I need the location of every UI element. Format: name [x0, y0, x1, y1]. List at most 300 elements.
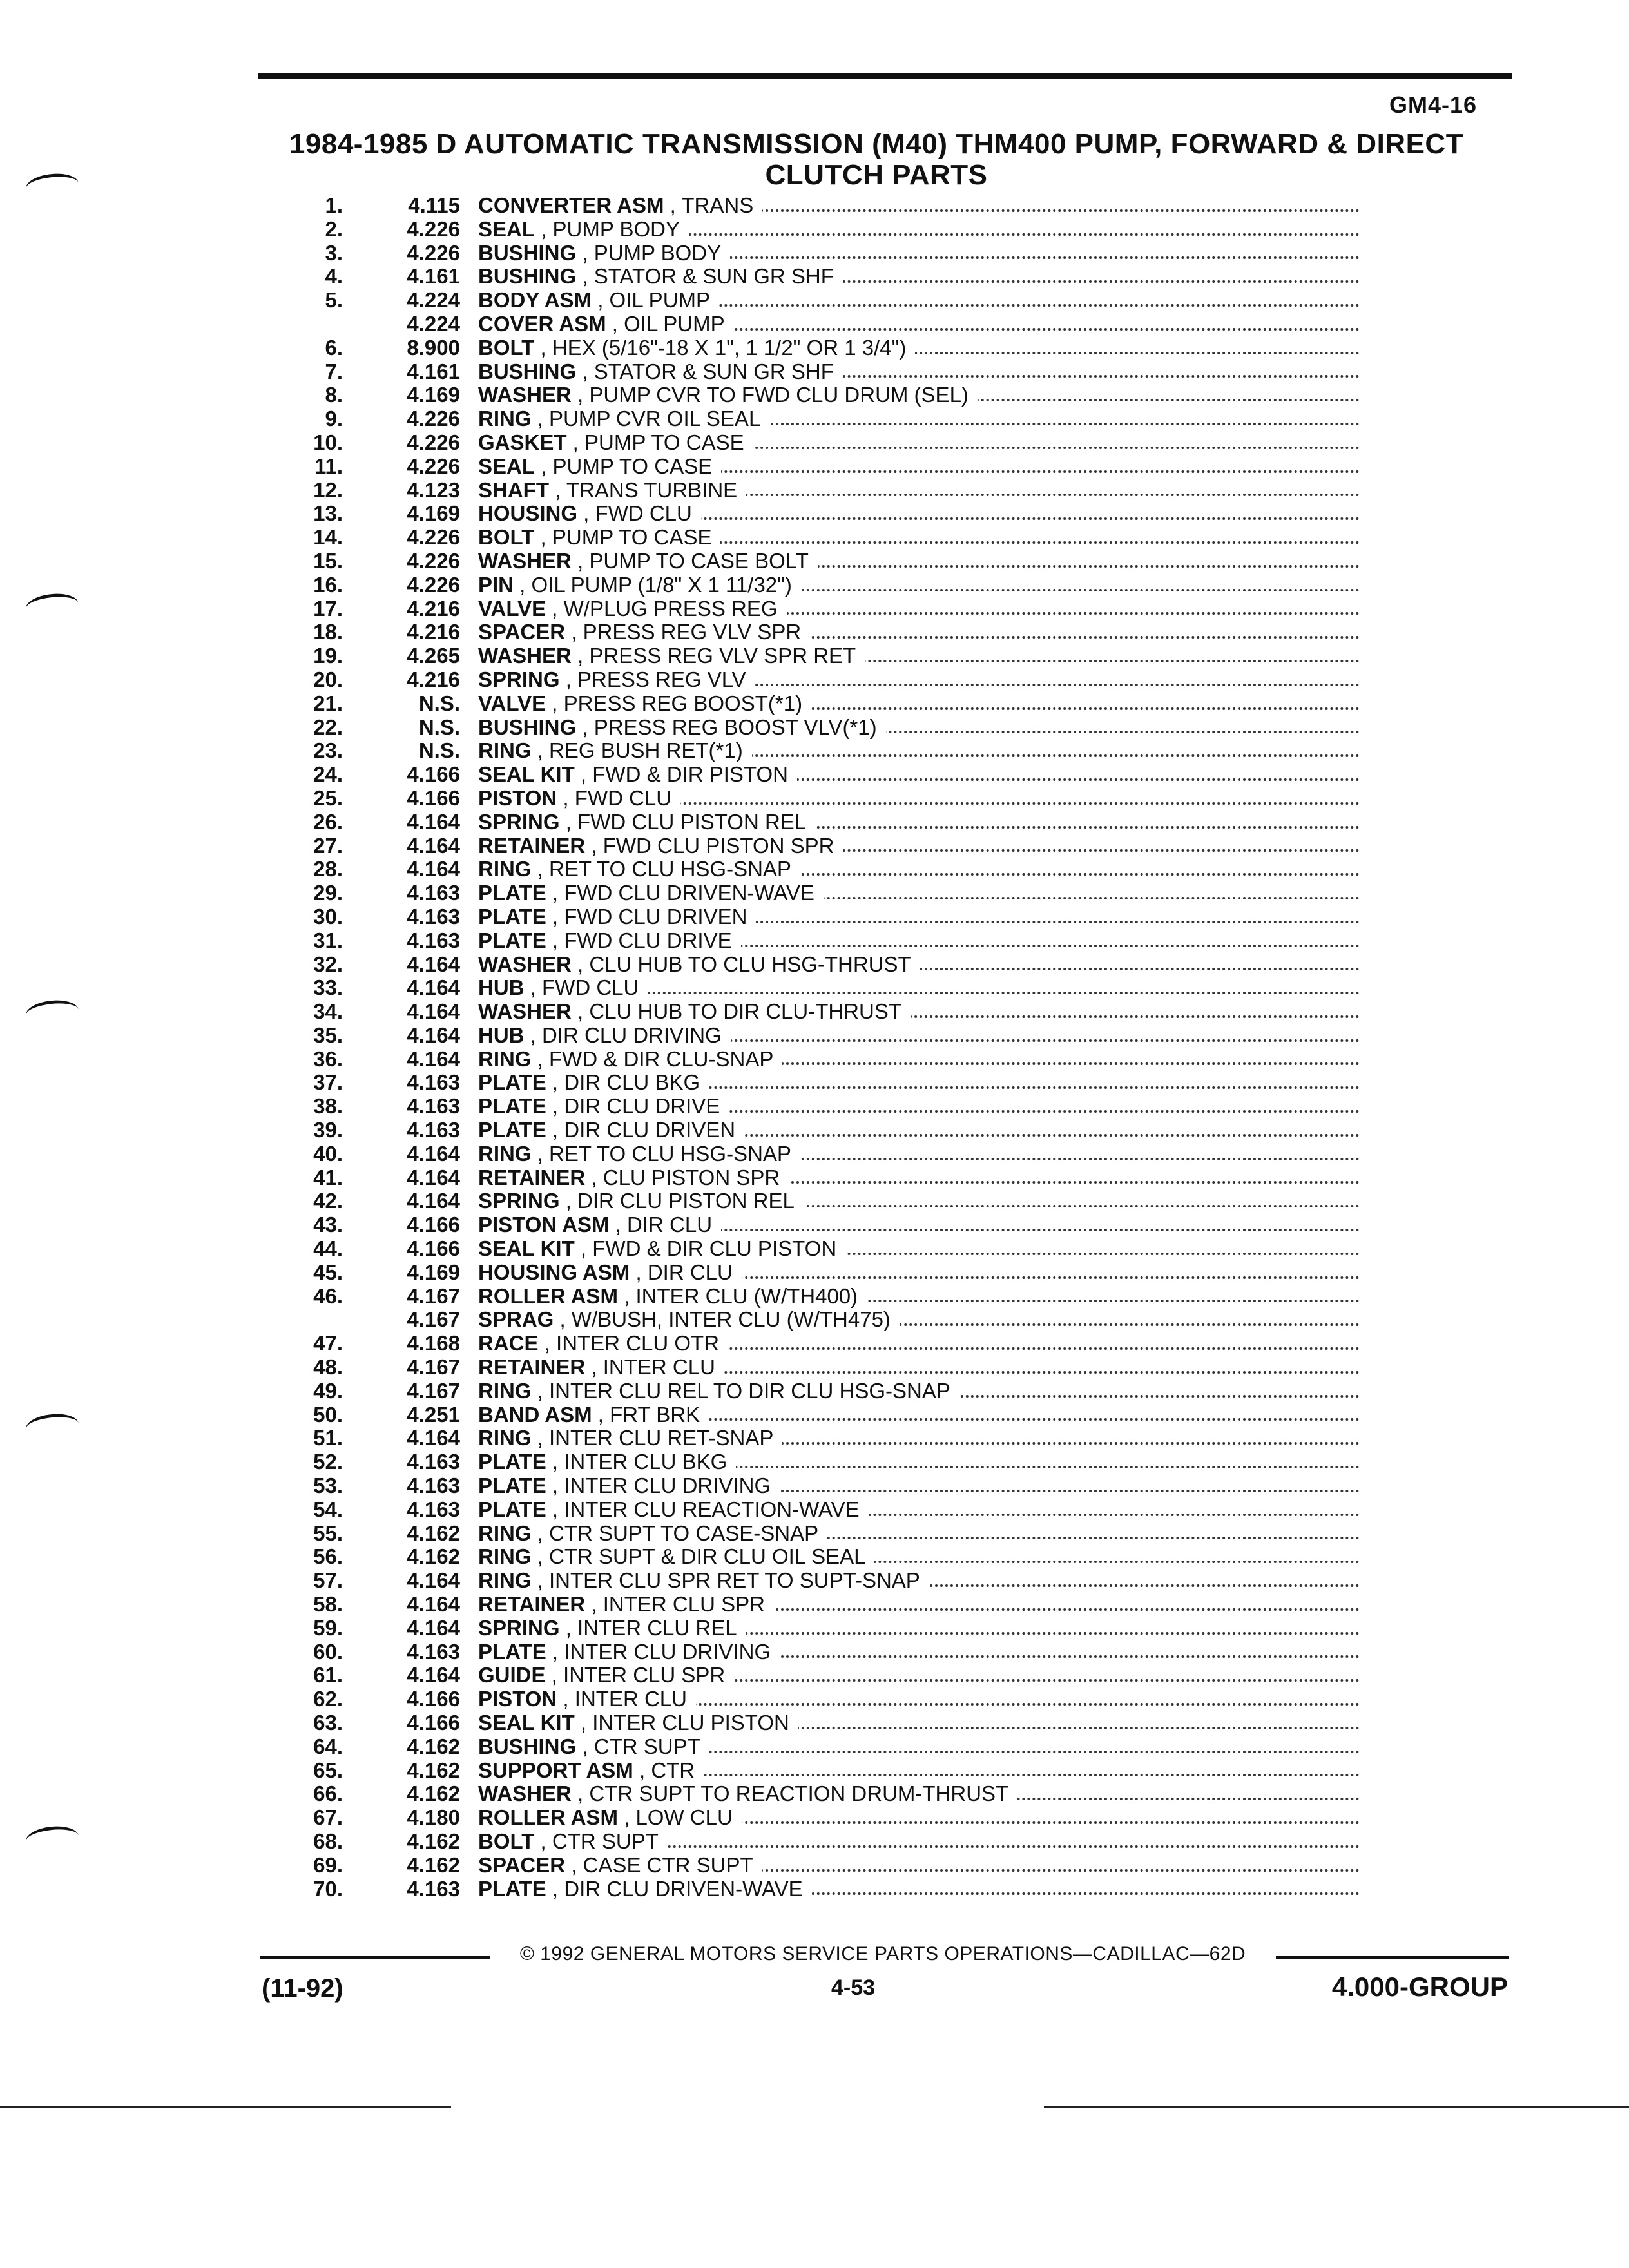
parts-row — [258, 1024, 1360, 1048]
description-text — [478, 1095, 729, 1118]
part-detail: PUMP BODY — [552, 217, 680, 241]
part-name: PLATE — [478, 881, 546, 905]
group-number: 4.166 — [407, 1687, 460, 1711]
separator: , — [535, 454, 553, 478]
parts-row — [258, 905, 1360, 929]
group-number: 4.216 — [407, 667, 460, 691]
group-number: 4.162 — [407, 1734, 460, 1758]
separator: , — [546, 881, 564, 905]
parts-row — [258, 716, 1360, 740]
item-number: 15. — [313, 548, 343, 573]
separator: , — [633, 1758, 651, 1782]
separator: , — [531, 858, 550, 881]
part-name: BUSHING — [478, 265, 577, 289]
separator: , — [535, 217, 553, 241]
part-description — [478, 1000, 1360, 1024]
description-text — [478, 526, 720, 549]
part-detail: DIR CLU — [627, 1213, 713, 1237]
group-number: 4.161 — [407, 359, 460, 383]
item-number: 46. — [313, 1283, 343, 1308]
group-number: 4.167 — [407, 1378, 460, 1403]
part-name: BUSHING — [478, 715, 577, 739]
part-name: SEAL — [478, 217, 535, 241]
item-number: 12. — [313, 477, 343, 502]
part-name: SPRAG — [478, 1308, 554, 1332]
description-text — [478, 1759, 704, 1782]
parts-row — [258, 1474, 1360, 1498]
item-number: 59. — [313, 1615, 343, 1640]
parts-row — [258, 1545, 1360, 1569]
separator: , — [534, 526, 552, 550]
item-number: 38. — [313, 1094, 343, 1119]
part-name: WASHER — [478, 952, 572, 976]
description-text — [478, 1711, 798, 1735]
group-number: 4.226 — [407, 407, 460, 431]
separator: , — [574, 1237, 593, 1261]
part-name: BODY ASM — [478, 289, 592, 312]
part-description — [478, 1285, 1360, 1309]
group-number: 4.167 — [407, 1355, 460, 1379]
item-number: 57. — [313, 1568, 343, 1593]
group-number: 4.226 — [407, 240, 460, 265]
item-number: 24. — [313, 762, 343, 787]
part-name: ROLLER ASM — [478, 1806, 618, 1830]
page-code: GM4-16 — [1389, 91, 1477, 118]
part-detail: INTER CLU — [602, 1356, 715, 1379]
description-text — [478, 644, 865, 668]
part-description — [478, 597, 1360, 621]
group-number: 4.167 — [407, 1283, 460, 1308]
parts-row — [258, 573, 1360, 597]
part-detail: OIL PUMP (1/8" X 1 11/32") — [531, 573, 792, 597]
item-number: 67. — [313, 1805, 343, 1830]
part-detail: INTER CLU OTR — [556, 1332, 720, 1356]
description-text — [478, 455, 721, 478]
group-number: 4.163 — [407, 1118, 460, 1142]
item-number: 34. — [313, 999, 343, 1024]
description-text — [478, 431, 753, 454]
group-number: 4.164 — [407, 1426, 460, 1450]
part-detail: CTR SUPT — [593, 1735, 700, 1758]
part-name: PISTON — [478, 786, 557, 810]
part-detail: FWD CLU DRIVEN — [564, 905, 747, 928]
separator: , — [531, 1569, 550, 1593]
description-text — [478, 1356, 724, 1379]
part-description — [478, 550, 1360, 573]
separator: , — [524, 976, 543, 1000]
part-detail: DIR CLU DRIVEN-WAVE — [564, 1877, 803, 1901]
item-number: 13. — [313, 501, 343, 526]
separator: , — [531, 1142, 550, 1166]
parts-row — [258, 1261, 1360, 1285]
separator: , — [585, 1166, 603, 1189]
part-detail: W/PLUG PRESS REG — [563, 597, 778, 620]
part-name: RETAINER — [478, 1356, 586, 1379]
part-detail: PUMP TO CASE — [552, 454, 713, 478]
item-number: 7. — [325, 359, 343, 383]
item-number: 26. — [313, 809, 343, 834]
description-text — [478, 479, 746, 502]
item-number: 6. — [325, 335, 343, 360]
description-text — [478, 1830, 668, 1853]
separator: , — [546, 1119, 564, 1142]
separator: , — [514, 573, 532, 597]
part-description — [478, 811, 1360, 834]
part-description — [478, 763, 1360, 787]
description-text — [478, 1403, 709, 1427]
part-description — [478, 1095, 1360, 1119]
separator: , — [546, 1474, 564, 1498]
separator: , — [571, 1000, 590, 1024]
parts-row — [258, 1048, 1360, 1072]
description-text — [478, 573, 801, 597]
description-text — [478, 811, 815, 834]
separator: , — [534, 1829, 552, 1853]
separator: , — [664, 194, 682, 217]
part-name: RETAINER — [478, 834, 586, 858]
item-number: 35. — [313, 1023, 343, 1047]
part-description — [478, 834, 1360, 858]
separator: , — [546, 905, 564, 928]
item-number: 65. — [313, 1758, 343, 1782]
description-text — [478, 1687, 696, 1711]
description-text — [478, 289, 719, 312]
part-description — [478, 1593, 1360, 1617]
part-name: PLATE — [478, 1474, 546, 1498]
part-description — [478, 1450, 1360, 1474]
part-name: WASHER — [478, 1782, 572, 1806]
separator: , — [546, 597, 564, 620]
group-number: 4.164 — [407, 833, 460, 858]
group-number: 4.166 — [407, 785, 460, 810]
part-description — [478, 1640, 1360, 1664]
bottom-edge-line — [0, 2106, 451, 2108]
part-detail: CTR — [651, 1758, 695, 1782]
parts-row — [258, 692, 1360, 716]
part-description — [478, 1498, 1360, 1522]
description-text — [478, 1308, 900, 1331]
part-detail: INTER CLU SPR RET TO SUPT-SNAP — [549, 1569, 920, 1593]
separator: , — [531, 1047, 550, 1071]
part-detail: INTER CLU PISTON — [592, 1711, 789, 1735]
parts-row — [258, 1237, 1360, 1261]
parts-row — [258, 1142, 1360, 1166]
group-number: 4.164 — [407, 1023, 460, 1047]
group-number: 4.216 — [407, 596, 460, 620]
group-number: 4.163 — [407, 928, 460, 952]
description-text — [478, 1166, 789, 1189]
part-detail: REG BUSH RET(*1) — [549, 739, 743, 763]
separator: , — [546, 1640, 564, 1664]
description-text — [478, 194, 762, 217]
description-text — [478, 383, 978, 407]
item-number: 49. — [313, 1378, 343, 1403]
parts-row — [258, 763, 1360, 787]
description-text — [478, 787, 680, 810]
parts-row — [258, 360, 1360, 384]
separator: , — [565, 1853, 583, 1877]
item-number: 25. — [313, 785, 343, 810]
part-description — [478, 644, 1360, 668]
separator: , — [546, 1071, 564, 1095]
parts-row — [258, 1664, 1360, 1687]
item-number: 54. — [313, 1497, 343, 1521]
group-number: 4.166 — [407, 1236, 460, 1261]
parts-row — [258, 1285, 1360, 1309]
footer-rule-right — [1276, 1956, 1509, 1959]
item-number: 5. — [325, 288, 343, 312]
part-detail: CTR SUPT TO REACTION DRUM-THRUST — [589, 1782, 1009, 1806]
separator: , — [559, 1189, 578, 1213]
description-text — [478, 1522, 827, 1545]
description-text — [478, 597, 787, 620]
parts-row — [258, 1593, 1360, 1617]
part-description — [478, 953, 1360, 977]
part-description — [478, 1024, 1360, 1048]
item-number: 22. — [313, 715, 343, 739]
part-description — [478, 1545, 1360, 1569]
parts-row — [258, 929, 1360, 953]
part-name: SPRING — [478, 1616, 560, 1640]
part-name: WASHER — [478, 644, 572, 668]
part-description — [478, 479, 1360, 503]
part-detail: PUMP BODY — [593, 241, 722, 265]
part-description — [478, 336, 1360, 360]
item-number: 66. — [313, 1782, 343, 1806]
part-detail: FWD CLU — [595, 502, 692, 526]
part-description — [478, 1213, 1360, 1237]
description-text — [478, 242, 730, 265]
part-detail: CTR SUPT & DIR CLU OIL SEAL — [549, 1545, 866, 1569]
part-detail: CTR SUPT TO CASE-SNAP — [549, 1521, 819, 1545]
group-number: 4.163 — [407, 1639, 460, 1664]
parts-row — [258, 620, 1360, 644]
parts-row — [258, 1427, 1360, 1450]
part-name: BUSHING — [478, 360, 577, 383]
parts-row — [258, 312, 1360, 336]
group-number: 4.164 — [407, 1592, 460, 1617]
description-text — [478, 1119, 744, 1142]
part-description — [478, 1356, 1360, 1379]
part-description — [478, 739, 1360, 763]
item-number: 27. — [313, 833, 343, 858]
part-name: RING — [478, 1427, 532, 1450]
parts-row — [258, 265, 1360, 289]
item-number: 3. — [325, 240, 343, 265]
part-name: SHAFT — [478, 478, 549, 502]
separator: , — [549, 478, 566, 502]
part-detail: FWD & DIR PISTON — [592, 763, 789, 787]
group-number: 4.163 — [407, 1876, 460, 1901]
part-description — [478, 573, 1360, 597]
group-number: 4.163 — [407, 1497, 460, 1521]
group-number: 4.180 — [407, 1805, 460, 1830]
group-number: 4.168 — [407, 1331, 460, 1356]
part-detail: CLU HUB TO CLU HSG-THRUST — [589, 952, 911, 976]
item-number: 28. — [313, 857, 343, 881]
description-text — [478, 1545, 874, 1568]
part-name: RING — [478, 1569, 532, 1593]
part-name: HUB — [478, 1023, 525, 1047]
item-number: 69. — [313, 1852, 343, 1877]
part-name: PLATE — [478, 928, 546, 952]
part-description — [478, 1403, 1360, 1427]
group-number: 4.163 — [407, 1450, 460, 1474]
item-number: 44. — [313, 1236, 343, 1261]
separator: , — [546, 1095, 564, 1119]
part-detail: RET TO CLU HSG-SNAP — [549, 858, 791, 881]
part-detail: PRESS REG BOOST(*1) — [563, 691, 803, 715]
item-number: 4. — [325, 264, 343, 289]
group-number: 4.163 — [407, 1070, 460, 1095]
group-number: 4.162 — [407, 1544, 460, 1569]
description-text — [478, 716, 886, 739]
group-number: 4.164 — [407, 999, 460, 1024]
group-number: N.S. — [418, 715, 460, 739]
separator: , — [576, 265, 594, 289]
part-detail: INTER CLU REACTION-WAVE — [564, 1497, 860, 1521]
group-number: 4.224 — [407, 311, 460, 336]
part-detail: FRT BRK — [610, 1403, 700, 1427]
part-description — [478, 929, 1360, 953]
part-description — [478, 1119, 1360, 1142]
parts-row — [258, 1522, 1360, 1546]
part-name: PLATE — [478, 1071, 546, 1095]
part-detail: CLU HUB TO DIR CLU-THRUST — [589, 1000, 902, 1024]
part-name: PLATE — [478, 1119, 546, 1142]
group-number: 4.226 — [407, 430, 460, 454]
part-description — [478, 383, 1360, 407]
group-number: 4.115 — [408, 193, 460, 217]
part-description — [478, 620, 1360, 644]
description-text — [478, 1285, 867, 1308]
group-label: 4.000-GROUP — [1331, 1972, 1508, 2002]
description-text — [478, 1379, 959, 1403]
parts-row — [258, 834, 1360, 858]
part-name: WASHER — [478, 549, 572, 573]
separator: , — [524, 1023, 543, 1047]
description-text — [478, 1048, 782, 1071]
group-number: 4.226 — [407, 548, 460, 573]
bottom-edge-line — [1044, 2106, 1629, 2108]
part-description — [478, 787, 1360, 811]
part-name: RETAINER — [478, 1166, 586, 1189]
part-detail: PRESS REG VLV SPR — [583, 620, 802, 644]
part-description — [478, 1427, 1360, 1450]
item-number: 68. — [313, 1829, 343, 1853]
part-name: PLATE — [478, 1450, 546, 1474]
parts-row — [258, 1213, 1360, 1237]
separator: , — [546, 1877, 564, 1901]
group-number: 4.265 — [407, 644, 460, 668]
part-detail: RET TO CLU HSG-SNAP — [549, 1142, 791, 1166]
part-name: CONVERTER ASM — [478, 194, 664, 217]
group-number: 4.226 — [407, 525, 460, 550]
part-description — [478, 407, 1360, 431]
item-number: 32. — [313, 952, 343, 976]
part-name: HOUSING ASM — [478, 1260, 630, 1284]
separator: , — [559, 1616, 578, 1640]
parts-list — [258, 194, 1360, 1901]
description-text — [478, 1854, 762, 1877]
part-description — [478, 526, 1360, 550]
part-description — [478, 1878, 1360, 1901]
parts-row — [258, 953, 1360, 977]
binder-hole-mark — [24, 591, 79, 620]
group-number: 4.123 — [407, 477, 460, 502]
part-detail: INTER CLU BKG — [564, 1450, 728, 1474]
part-name: RING — [478, 858, 532, 881]
page-title — [245, 129, 1508, 191]
description-text — [478, 1142, 800, 1166]
group-number: 4.161 — [407, 264, 460, 289]
group-number: 4.163 — [407, 904, 460, 928]
part-name: SPACER — [478, 1853, 566, 1877]
separator: , — [554, 1308, 572, 1332]
separator: , — [592, 289, 610, 312]
parts-row — [258, 526, 1360, 550]
parts-row — [258, 1000, 1360, 1024]
parts-row — [258, 1332, 1360, 1356]
parts-row — [258, 1617, 1360, 1640]
part-description — [478, 1617, 1360, 1640]
parts-row — [258, 668, 1360, 692]
parts-row — [258, 787, 1360, 811]
separator: , — [576, 241, 594, 265]
part-name: SPRING — [478, 668, 560, 691]
footer-rule-left — [260, 1956, 490, 1959]
item-number: 30. — [313, 904, 343, 928]
group-number: 4.164 — [407, 1141, 460, 1166]
separator: , — [531, 1521, 550, 1545]
part-detail: PUMP TO CASE — [552, 526, 712, 550]
separator: , — [531, 739, 550, 763]
separator: , — [592, 1403, 610, 1427]
description-text — [478, 1782, 1017, 1805]
parts-row — [258, 1166, 1360, 1190]
part-name: BOLT — [478, 1829, 535, 1853]
separator: , — [531, 407, 550, 431]
part-detail: PRESS REG VLV — [577, 668, 746, 691]
description-text — [478, 1878, 812, 1901]
part-detail: CLU PISTON SPR — [602, 1166, 780, 1189]
description-text — [478, 1474, 780, 1497]
item-number: 8. — [325, 383, 343, 407]
separator: , — [574, 763, 593, 787]
description-text — [478, 1189, 804, 1213]
parts-row — [258, 1308, 1360, 1332]
group-number: 4.226 — [407, 454, 460, 478]
part-name: SPRING — [478, 1189, 560, 1213]
description-text — [478, 1237, 845, 1260]
part-detail: CTR SUPT — [552, 1829, 659, 1853]
group-number: 4.167 — [407, 1307, 460, 1332]
part-detail: FWD CLU PISTON REL — [577, 810, 807, 834]
parts-row — [258, 881, 1360, 905]
item-number: 55. — [313, 1521, 343, 1545]
part-name: SEAL KIT — [478, 1237, 575, 1261]
parts-row — [258, 502, 1360, 526]
item-number: 61. — [313, 1663, 343, 1687]
description-text — [478, 360, 843, 383]
item-number: 19. — [313, 644, 343, 668]
part-description — [478, 1048, 1360, 1072]
description-text — [478, 1261, 742, 1284]
part-description — [478, 1782, 1360, 1806]
description-text — [478, 929, 741, 952]
part-detail: OIL PUMP — [624, 312, 725, 336]
parts-row — [258, 1569, 1360, 1593]
